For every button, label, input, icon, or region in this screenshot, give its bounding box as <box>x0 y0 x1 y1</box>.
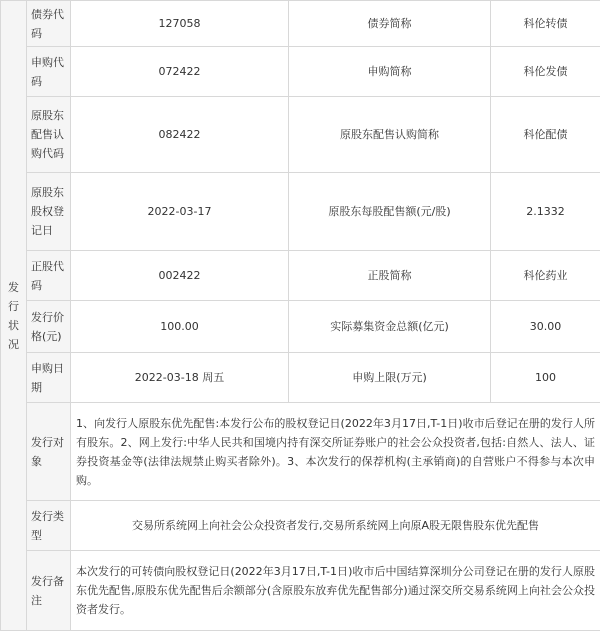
row-label: 申购日期 <box>27 353 71 403</box>
table-row <box>1 173 600 251</box>
row-label: 原股东每股配售额(元/股) <box>289 173 491 251</box>
row-value: 072422 <box>71 47 289 97</box>
row-label: 原股东配售认购简称 <box>289 97 491 173</box>
table-row <box>1 47 600 97</box>
row-label: 申购上限(万元) <box>289 353 491 403</box>
table-row <box>1 403 600 501</box>
row-label: 原股东配售认购代码 <box>27 97 71 173</box>
section-label: 发行状况 <box>1 1 27 631</box>
row-label: 原股东股权登记日 <box>27 173 71 251</box>
row-value: 002422 <box>71 251 289 301</box>
row-value: 科伦转债 <box>491 1 600 47</box>
row-value: 2.1332 <box>491 173 600 251</box>
row-label: 申购代码 <box>27 47 71 97</box>
row-label: 正股简称 <box>289 251 491 301</box>
row-value: 科伦发债 <box>491 47 600 97</box>
row-label: 发行类型 <box>27 501 71 551</box>
row-value: 082422 <box>71 97 289 173</box>
row-label: 正股代码 <box>27 251 71 301</box>
row-value: 2022-03-18 周五 <box>71 353 289 403</box>
table-row <box>1 1 600 47</box>
table-row <box>1 301 600 353</box>
row-label: 发行对象 <box>27 403 71 501</box>
row-value: 100.00 <box>71 301 289 353</box>
row-label: 申购简称 <box>289 47 491 97</box>
issue-note-text: 本次发行的可转债向股权登记日(2022年3月17日,T-1日)收市后中国结算深圳分公司登记在册的发行人原股东优先配售,原股东优先配售后余额部分(含原股东放弃优先配售部分)通过深交所交易系统网上向社会公众投资者发行。 <box>71 551 600 631</box>
row-value: 30.00 <box>491 301 600 353</box>
table-row <box>1 97 600 173</box>
row-value: 100 <box>491 353 600 403</box>
table-row <box>1 551 600 631</box>
row-label: 发行价格(元) <box>27 301 71 353</box>
row-value: 科伦配债 <box>491 97 600 173</box>
row-value: 127058 <box>71 1 289 47</box>
row-label: 债券简称 <box>289 1 491 47</box>
issue-type-text: 交易所系统网上向社会公众投资者发行,交易所系统网上向原A股无限售股东优先配售 <box>71 501 600 551</box>
table-row <box>1 251 600 301</box>
row-value: 2022-03-17 <box>71 173 289 251</box>
table-row <box>1 353 600 403</box>
row-label: 发行备注 <box>27 551 71 631</box>
row-value: 科伦药业 <box>491 251 600 301</box>
row-label: 实际募集资金总额(亿元) <box>289 301 491 353</box>
table-row <box>1 501 600 551</box>
issue-target-text: 1、向发行人原股东优先配售:本发行公布的股权登记日(2022年3月17日,T-1日)收市后登记在册的发行人所有股东。2、网上发行:中华人民共和国境内持有深交所证券账户的社会公众投资者,包括:自然人、法人、证券投资基金等(法律法规禁止购买者除外)。3、本次发行的保荐机构(主承销商)的自营账户不得参与本次申购。 <box>71 403 600 501</box>
row-label: 债券代码 <box>27 1 71 47</box>
